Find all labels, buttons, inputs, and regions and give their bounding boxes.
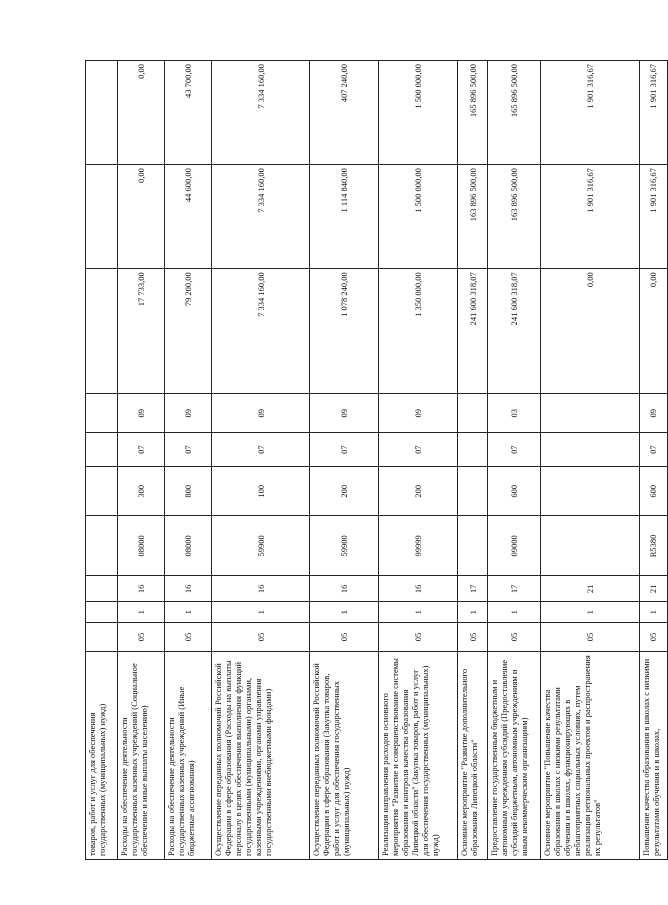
code-cell: 05	[118, 623, 165, 652]
code-cell: 16	[118, 576, 165, 602]
budget-table-page	[85, 60, 668, 860]
code-cell: 200	[310, 467, 379, 516]
code-cell: 600	[487, 467, 540, 516]
table-row	[540, 61, 639, 860]
code-cell	[540, 467, 639, 516]
row-name-cell: Основное мероприятие "Повышение качества образования в школах с низкими результатами обучения и в школах, функционирующих в неблагоприятных социальных условиях, путем реализации региональных проектов и распространения их результатов"	[540, 651, 639, 859]
code-cell: 09	[211, 394, 310, 433]
code-cell: 1	[458, 602, 488, 623]
row-name-cell: товаров, работ и услуг для обеспечения государственных (муниципальных) нужд)	[86, 651, 118, 859]
table-row	[118, 61, 165, 860]
amount-cell: 163 896 500,00	[487, 165, 540, 269]
amount-cell: 1 901 316,67	[639, 61, 667, 165]
code-cell: 200	[379, 467, 458, 516]
amount-cell: 165 896 500,00	[458, 61, 488, 165]
code-cell: 07	[164, 433, 211, 467]
code-cell	[86, 623, 118, 652]
amount-cell: 163 896 500,00	[458, 165, 488, 269]
code-cell: 1	[211, 602, 310, 623]
table-row	[310, 61, 379, 860]
code-cell: 07	[310, 433, 379, 467]
amount-cell	[86, 269, 118, 394]
code-cell: 08000	[118, 516, 165, 576]
code-cell	[540, 433, 639, 467]
code-cell: 1	[487, 602, 540, 623]
amount-cell: 0,00	[118, 165, 165, 269]
code-cell: 800	[164, 467, 211, 516]
amount-cell: 165 896 500,00	[487, 61, 540, 165]
code-cell: 1	[540, 602, 639, 623]
code-cell: 16	[379, 576, 458, 602]
amount-cell: 17 733,00	[118, 269, 165, 394]
code-cell: 1	[379, 602, 458, 623]
code-cell	[458, 516, 488, 576]
amount-cell	[86, 61, 118, 165]
code-cell: 08000	[164, 516, 211, 576]
row-name-cell: Предоставление государственным бюджетным и автономным учреждениям субсидий (Предоставление субсидий бюджетным, автономным учреждениям и иным некоммерческим организациям)	[487, 651, 540, 859]
code-cell: 05	[639, 623, 667, 652]
budget-table	[85, 60, 668, 860]
row-name-cell: Основное мероприятие "Развитие дополнительного образования Липецкой области"	[458, 651, 488, 859]
code-cell	[86, 602, 118, 623]
table-row	[379, 61, 458, 860]
code-cell: 05	[458, 623, 488, 652]
code-cell: 17	[487, 576, 540, 602]
amount-cell: 7 334 160,00	[211, 61, 310, 165]
code-cell: 07	[118, 433, 165, 467]
code-cell: 59900	[310, 516, 379, 576]
code-cell	[540, 394, 639, 433]
code-cell: 300	[118, 467, 165, 516]
code-cell: R5380	[639, 516, 667, 576]
row-name-cell: Реализация направления расходов основного мероприятия "Развитие и совершенствование системы образования и контроля качества образования Липецкой области" (Закупка товаров, работ и услуг для обеспечения государственных (муниципальных) нужд)	[379, 651, 458, 859]
table-row	[164, 61, 211, 860]
code-cell: 07	[379, 433, 458, 467]
row-name-cell: Осуществление переданных полномочий Российской Федерации в сфере образования (Расходы на выплаты персоналу в целях обеспечения выполнения функций государственными (муниципальными) органами, казенными учреждениями, органами управления государственными внебюджетными фондами)	[211, 651, 310, 859]
code-cell: 21	[639, 576, 667, 602]
amount-cell: 241 600 318,07	[458, 269, 488, 394]
amount-cell: 1 500 000,00	[379, 61, 458, 165]
code-cell: 07	[487, 433, 540, 467]
code-cell	[86, 394, 118, 433]
amount-cell: 407 240,00	[310, 61, 379, 165]
code-cell: 05	[487, 623, 540, 652]
row-name-cell: Осуществление переданных полномочий Российской Федерации в сфере образования (Закупка товаров, работ и услуг для обеспечения государственных (муниципальных) нужд)	[310, 651, 379, 859]
amount-cell: 1 114 840,00	[310, 165, 379, 269]
amount-cell: 1 500 000,00	[379, 165, 458, 269]
amount-cell: 0,00	[540, 269, 639, 394]
code-cell	[86, 433, 118, 467]
code-cell	[86, 467, 118, 516]
row-name-cell: Повышение качества образования в школах с низкими результатами обучения и в школах,	[639, 651, 667, 859]
table-row	[487, 61, 540, 860]
code-cell: 1	[310, 602, 379, 623]
amount-cell: 1 901 316,67	[540, 61, 639, 165]
code-cell: 1	[639, 602, 667, 623]
code-cell	[458, 467, 488, 516]
code-cell: 09	[310, 394, 379, 433]
code-cell: 1	[118, 602, 165, 623]
code-cell	[458, 394, 488, 433]
code-cell: 16	[211, 576, 310, 602]
amount-cell: 79 200,00	[164, 269, 211, 394]
amount-cell: 0,00	[639, 269, 667, 394]
code-cell	[540, 516, 639, 576]
code-cell: 99999	[379, 516, 458, 576]
code-cell: 03	[487, 394, 540, 433]
code-cell: 09	[639, 394, 667, 433]
table-row	[458, 61, 488, 860]
table-row	[211, 61, 310, 860]
amount-cell: 1 901 316,67	[540, 165, 639, 269]
table-row	[639, 61, 667, 860]
code-cell	[86, 576, 118, 602]
code-cell: 09000	[487, 516, 540, 576]
code-cell: 16	[164, 576, 211, 602]
code-cell: 59900	[211, 516, 310, 576]
amount-cell: 44 600,00	[164, 165, 211, 269]
row-name-cell: Расходы на обеспечение деятельности государственных казенных учреждений (Иные бюджетные ассигнования)	[164, 651, 211, 859]
code-cell	[86, 516, 118, 576]
code-cell: 09	[164, 394, 211, 433]
table-row	[86, 61, 118, 860]
code-cell: 600	[639, 467, 667, 516]
code-cell: 05	[310, 623, 379, 652]
amount-cell	[86, 165, 118, 269]
amount-cell: 7 334 160,00	[211, 165, 310, 269]
amount-cell: 1 350 000,00	[379, 269, 458, 394]
code-cell: 05	[379, 623, 458, 652]
amount-cell: 1 078 240,00	[310, 269, 379, 394]
code-cell	[458, 433, 488, 467]
code-cell: 100	[211, 467, 310, 516]
code-cell: 16	[310, 576, 379, 602]
amount-cell: 1 901 316,67	[639, 165, 667, 269]
code-cell: 05	[211, 623, 310, 652]
code-cell: 07	[211, 433, 310, 467]
row-name-cell: Расходы на обеспечение деятельности государственных казенных учреждений (Социальное обеспечение и иные выплаты населению)	[118, 651, 165, 859]
code-cell: 17	[458, 576, 488, 602]
amount-cell: 43 700,00	[164, 61, 211, 165]
amount-cell: 241 600 318,07	[487, 269, 540, 394]
code-cell: 09	[379, 394, 458, 433]
amount-cell: 0,00	[118, 61, 165, 165]
code-cell: 05	[540, 623, 639, 652]
code-cell: 07	[639, 433, 667, 467]
amount-cell: 7 334 160,00	[211, 269, 310, 394]
code-cell: 1	[164, 602, 211, 623]
code-cell: 09	[118, 394, 165, 433]
code-cell: 05	[164, 623, 211, 652]
code-cell: 21	[540, 576, 639, 602]
